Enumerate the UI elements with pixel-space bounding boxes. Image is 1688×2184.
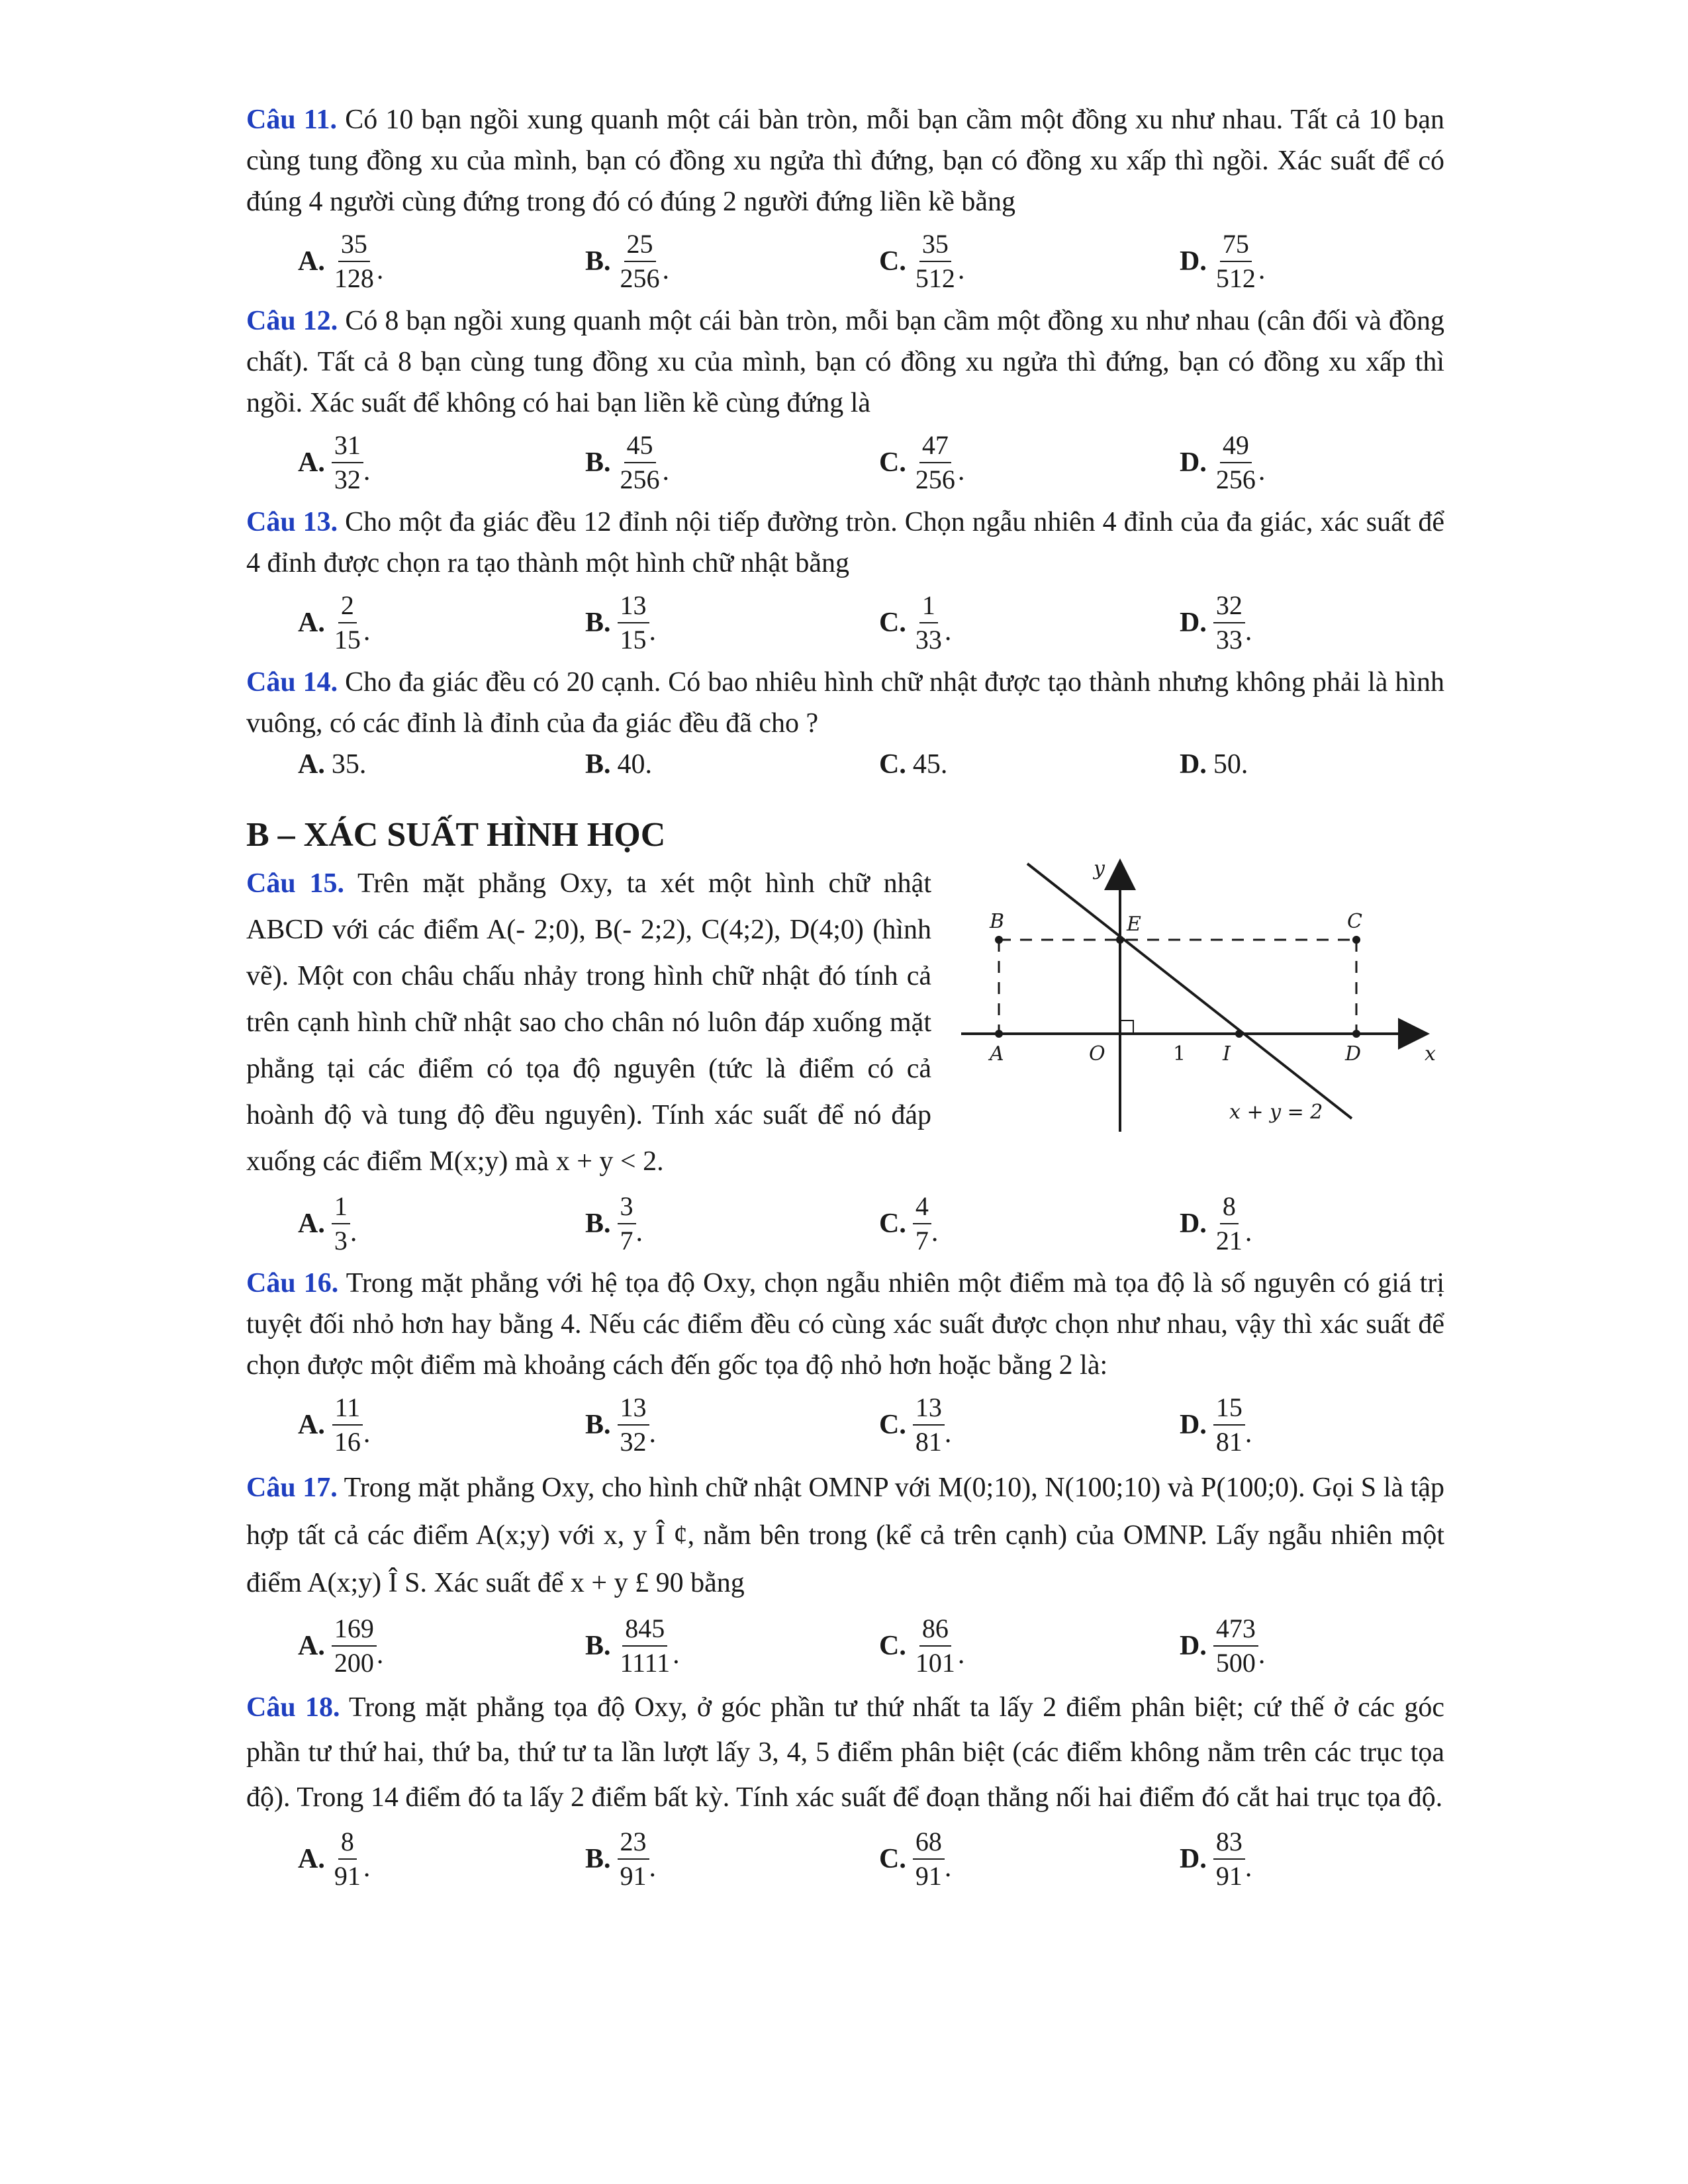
numerator: 32: [1213, 589, 1245, 623]
fraction: [618, 1190, 636, 1257]
denominator: 512: [1215, 263, 1256, 293]
denominator: 33: [915, 625, 942, 655]
origin-label: O: [1089, 1042, 1105, 1066]
option-key: D.: [1180, 447, 1207, 478]
option-c[interactable]: C. $\frac{47}{256}$ .: [879, 429, 1180, 496]
numerator: 83: [1213, 1825, 1245, 1860]
option-d[interactable]: D. $\frac{473}{500}$ .: [1180, 1612, 1444, 1680]
option-key: B.: [585, 1410, 611, 1440]
denominator: 91: [620, 1861, 647, 1891]
label-c: C: [1347, 910, 1362, 933]
fraction: [332, 1391, 363, 1459]
option-key: B.: [585, 246, 611, 277]
denominator: 512: [915, 263, 955, 293]
option-a[interactable]: A. $\frac{11}{16}$ .: [246, 1391, 585, 1459]
numerator: 23: [618, 1825, 649, 1860]
option-value: 40.: [617, 749, 653, 780]
option-key: D.: [1180, 749, 1207, 780]
fraction: [913, 1190, 931, 1257]
label-e: E: [1127, 913, 1141, 936]
option-key: C.: [879, 1844, 906, 1874]
option-a[interactable]: A. $\frac{35}{128}$ .: [246, 228, 585, 295]
option-b[interactable]: B. $\frac{25}{256}$ .: [585, 228, 879, 295]
option-c[interactable]: C. $\frac{35}{512}$ .: [879, 228, 1180, 295]
denominator: 101: [915, 1648, 955, 1678]
denominator: 15: [334, 625, 361, 655]
question-label: Câu 13.: [246, 507, 338, 537]
numerator: 68: [913, 1825, 945, 1860]
option-c[interactable]: C. $\frac{86}{101}$ .: [879, 1612, 1180, 1680]
answers-17: [246, 1607, 1444, 1685]
option-value: 50.: [1213, 749, 1248, 780]
option-b[interactable]: B. $\frac{13}{32}$ .: [585, 1391, 879, 1459]
question-text: Có 10 bạn ngồi xung quanh một cái bàn tròn, mỗi bạn cầm một đồng xu như nhau. Tất cả 10 bạn cùng tung đồng xu của mình, bạn có đồng xu ngửa thì đứng, bạn có đồng xu xấp thì ngồi. Xác suất để có đúng 4 người cùng đứng trong đó có đúng 2 người đứng liền kề bằng: [246, 105, 1445, 217]
denominator: 200: [334, 1648, 374, 1678]
answers-11: [246, 222, 1444, 300]
question-label: Câu 14.: [246, 667, 338, 698]
option-key: C.: [879, 1631, 906, 1661]
fraction: [913, 1825, 945, 1893]
numerator: 8: [338, 1825, 357, 1860]
question-label: Câu 16.: [246, 1268, 339, 1298]
option-key: A.: [298, 1631, 325, 1661]
option-a[interactable]: A. $\frac{169}{200}$ .: [246, 1612, 585, 1680]
denominator: 21: [1215, 1226, 1243, 1255]
fraction: [1213, 1391, 1245, 1459]
fraction: [913, 589, 945, 657]
option-a[interactable]: A. $\frac{2}{15}$ .: [246, 589, 585, 657]
question-18: [246, 1685, 1444, 1820]
question-label: Câu 17.: [246, 1473, 338, 1503]
numerator: 47: [919, 429, 951, 463]
fraction: [1213, 1612, 1258, 1680]
numerator: 75: [1220, 228, 1252, 262]
numerator: 49: [1220, 429, 1252, 463]
option-key: A.: [298, 1844, 325, 1874]
fraction: [332, 1825, 363, 1893]
denominator: 33: [1215, 625, 1243, 655]
option-b[interactable]: B. $\frac{45}{256}$ .: [585, 429, 879, 496]
line-equation-label: x + y = 2: [1229, 1101, 1323, 1124]
answers-12: [246, 424, 1444, 502]
option-key: B.: [585, 1208, 611, 1239]
answers-15: [246, 1185, 1444, 1263]
option-a[interactable]: A. $\frac{1}{3}$ .: [246, 1190, 585, 1257]
fraction: [332, 1190, 350, 1257]
numerator: 1: [919, 589, 938, 623]
fraction: [618, 429, 663, 496]
question-text: Có 8 bạn ngồi xung quanh một cái bàn tròn, mỗi bạn cầm một đồng xu như nhau (cân đối và đồng chất). Tất cả 8 bạn cùng tung đồng xu của mình, bạn có đồng xu ngửa thì đứng, bạn có đồng xu xấp thì ngồi. Xác suất để không có hai bạn liền kề cùng đứng là: [246, 306, 1445, 418]
question-label: Câu 12.: [246, 306, 338, 336]
label-i: I: [1223, 1042, 1231, 1066]
point-i: [1235, 1030, 1243, 1038]
numerator: 1: [332, 1190, 350, 1224]
option-key: A.: [298, 1208, 325, 1239]
numerator: 35: [338, 228, 370, 262]
numerator: 8: [1220, 1190, 1239, 1224]
point-b: [995, 936, 1003, 944]
fraction: [1213, 589, 1245, 657]
fraction: [913, 1391, 945, 1459]
denominator: 91: [334, 1861, 361, 1891]
numerator: 4: [913, 1190, 931, 1224]
fraction: [332, 1612, 377, 1680]
fraction: [618, 228, 663, 295]
question-17: [246, 1464, 1444, 1607]
option-key: D.: [1180, 1410, 1207, 1440]
option-key: A.: [298, 749, 325, 780]
label-b: B: [990, 910, 1005, 933]
tick-label: 1: [1173, 1042, 1186, 1066]
option-value: 35.: [331, 749, 367, 780]
option-key: C.: [879, 447, 906, 478]
option-key: D.: [1180, 608, 1207, 638]
denominator: 32: [620, 1427, 647, 1457]
option-key: D.: [1180, 1844, 1207, 1874]
fraction: [913, 1612, 958, 1680]
option-d[interactable]: D. $\frac{15}{81}$ .: [1180, 1391, 1444, 1459]
numerator: 31: [332, 429, 363, 463]
option-key: B.: [585, 1844, 611, 1874]
option-key: A.: [298, 608, 325, 638]
question-text: Trong mặt phẳng Oxy, cho hình chữ nhật OMNP với M(0;10), N(100;10) và P(100;0). Gọi S là tập hợp tất cả các điểm A(x;y) với x, y Î ¢, nằm bên trong (kể cả trên cạnh) của OMNP. Lấy ngẫu nhiên một điểm A(x;y) Î S. Xác suất để x + y £ 90 bằng: [246, 1473, 1444, 1598]
fraction: [618, 1391, 649, 1459]
y-axis-label: y: [1094, 857, 1105, 880]
question-label: Câu 11.: [246, 105, 338, 135]
denominator: 256: [620, 263, 660, 293]
question-16: [246, 1263, 1444, 1386]
question-13: [246, 502, 1444, 584]
option-d[interactable]: [1180, 749, 1444, 780]
question-11: [246, 99, 1444, 222]
denominator: 256: [1215, 465, 1256, 494]
option-d[interactable]: D. $\frac{83}{91}$ .: [1180, 1825, 1444, 1893]
option-key: A.: [298, 1410, 325, 1440]
question-text: Cho một đa giác đều 12 đỉnh nội tiếp đường tròn. Chọn ngẫu nhiên 4 đỉnh của đa giác, xác suất để 4 đỉnh được chọn ra tạo thành một hình chữ nhật bằng: [246, 507, 1444, 578]
numerator: 45: [624, 429, 656, 463]
option-b[interactable]: B. $\frac{23}{91}$ .: [585, 1825, 879, 1893]
fraction: [332, 429, 363, 496]
option-key: C.: [879, 1208, 906, 1239]
fraction: [332, 228, 377, 295]
question-15-row: [246, 857, 1444, 1185]
question-text: Trên mặt phẳng Oxy, ta xét một hình chữ nhật ABCD với các điểm A(- 2;0), B(- 2;2), C(4;2), D(4;0) (hình vẽ). Một con châu chấu nhảy trong hình chữ nhật đó tính cả trên cạnh hình chữ nhật sao cho chân nó luôn đáp xuống mặt phẳng tại các điểm có tọa độ nguyên (tức là điểm có cả hoành độ và tung độ đều nguyên). Tính xác suất để nó đáp xuống các điểm M(x;y) mà x + y < 2.: [246, 868, 931, 1177]
x-axis-label: x: [1425, 1042, 1436, 1066]
option-b[interactable]: B. $\frac{13}{15}$ .: [585, 589, 879, 657]
denominator: 16: [334, 1427, 361, 1457]
label-a: A: [990, 1042, 1004, 1066]
numerator: 13: [618, 1391, 649, 1426]
denominator: 1111: [620, 1648, 671, 1678]
numerator: 13: [913, 1391, 945, 1426]
option-b[interactable]: B. $\frac{845}{1111}$ .: [585, 1612, 879, 1680]
option-d[interactable]: D. $\frac{49}{256}$ .: [1180, 429, 1444, 496]
option-key: A.: [298, 447, 325, 478]
option-key: B.: [585, 749, 611, 780]
numerator: 473: [1213, 1612, 1258, 1647]
question-15: [246, 860, 931, 1185]
document-page: [246, 99, 1444, 1898]
numerator: 11: [332, 1391, 363, 1426]
fraction: [1213, 228, 1258, 295]
option-a[interactable]: A. $\frac{31}{32}$ .: [246, 429, 585, 496]
option-d[interactable]: D. $\frac{75}{512}$ .: [1180, 228, 1444, 295]
option-d[interactable]: D. $\frac{8}{21}$ .: [1180, 1190, 1444, 1257]
question-14: [246, 662, 1444, 744]
fraction: [618, 589, 649, 657]
option-key: B.: [585, 1631, 611, 1661]
denominator: 3: [334, 1226, 348, 1255]
denominator: 7: [620, 1226, 633, 1255]
denominator: 91: [1215, 1861, 1243, 1891]
option-key: D.: [1180, 1631, 1207, 1661]
numerator: 3: [618, 1190, 636, 1224]
denominator: 15: [620, 625, 647, 655]
option-value: 45.: [912, 749, 948, 780]
numerator: 169: [332, 1612, 377, 1647]
denominator: 81: [915, 1427, 942, 1457]
denominator: 256: [915, 465, 955, 494]
option-key: A.: [298, 246, 325, 277]
option-key: D.: [1180, 1208, 1207, 1239]
question-text: Cho đa giác đều có 20 cạnh. Có bao nhiêu hình chữ nhật được tạo thành nhưng không phải là hình vuông, có các đỉnh là đỉnh của đa giác đều đã cho ?: [246, 667, 1444, 739]
answers-13: [246, 584, 1444, 662]
denominator: 500: [1215, 1648, 1256, 1678]
question-label: Câu 18.: [246, 1692, 340, 1723]
denominator: 256: [620, 465, 660, 494]
option-d[interactable]: D. $\frac{32}{33}$ .: [1180, 589, 1444, 657]
option-c[interactable]: [879, 749, 1180, 780]
option-c[interactable]: C. $\frac{68}{91}$ .: [879, 1825, 1180, 1893]
section-heading: B – XÁC SUẤT HÌNH HỌC: [246, 816, 666, 854]
point-c: [1352, 936, 1360, 944]
fraction: [913, 228, 958, 295]
numerator: 15: [1213, 1391, 1245, 1426]
right-angle-mark: [1120, 1021, 1133, 1034]
question-12: [246, 300, 1444, 424]
numerator: 2: [338, 589, 357, 623]
numerator: 845: [622, 1612, 667, 1647]
label-d: D: [1345, 1042, 1362, 1066]
fraction: [618, 1612, 673, 1680]
numerator: 13: [618, 589, 649, 623]
denominator: 7: [915, 1226, 929, 1255]
option-a[interactable]: [246, 749, 585, 780]
option-key: C.: [879, 246, 906, 277]
fraction: [1213, 1190, 1245, 1257]
option-key: C.: [879, 1410, 906, 1440]
denominator: 32: [334, 465, 361, 494]
question-text: Trong mặt phẳng với hệ tọa độ Oxy, chọn ngẫu nhiên một điểm mà tọa độ là số nguyên có giá trị tuyệt đối nhỏ hơn hay bằng 4. Nếu các điểm đều có cùng xác suất được chọn như nhau, vậy thì xác suất để chọn được một điểm mà khoảng cách đến gốc tọa độ nhỏ hơn hoặc bằng 2 là:: [246, 1268, 1444, 1381]
option-c[interactable]: C. $\frac{13}{81}$ .: [879, 1391, 1180, 1459]
denominator: 128: [334, 263, 374, 293]
fraction: [1213, 429, 1258, 496]
option-a[interactable]: A. $\frac{8}{91}$ .: [246, 1825, 585, 1893]
point-e: [1116, 936, 1124, 944]
option-b[interactable]: B. $\frac{3}{7}$ .: [585, 1190, 879, 1257]
option-key: C.: [879, 749, 906, 780]
option-c[interactable]: C. $\frac{4}{7}$ .: [879, 1190, 1180, 1257]
fraction: [618, 1825, 649, 1893]
option-key: B.: [585, 447, 611, 478]
option-key: C.: [879, 608, 906, 638]
option-key: D.: [1180, 246, 1207, 277]
fraction: [913, 429, 958, 496]
line-x-plus-y-equals-2: [1027, 864, 1352, 1118]
numerator: 86: [919, 1612, 951, 1647]
point-a: [995, 1030, 1003, 1038]
point-d: [1352, 1030, 1360, 1038]
fraction: [332, 589, 363, 657]
fraction: [1213, 1825, 1245, 1893]
denominator: 81: [1215, 1427, 1243, 1457]
question-label: Câu 15.: [246, 868, 344, 899]
option-b[interactable]: [585, 749, 879, 780]
coordinate-figure: [961, 847, 1444, 1158]
numerator: 35: [919, 228, 951, 262]
answers-14: [246, 744, 1444, 785]
option-key: B.: [585, 608, 611, 638]
question-text: Trong mặt phẳng tọa độ Oxy, ở góc phần tư thứ nhất ta lấy 2 điểm phân biệt; cứ thế ở các góc phần tư thứ hai, thứ ba, thứ tư ta lần lượt lấy 3, 4, 5 điểm phân biệt (các điểm không nằm trên các trục tọa độ). Trong 14 điểm đó ta lấy 2 điểm bất kỳ. Tính xác suất để đoạn thẳng nối hai điểm đó cắt hai trục tọa độ.: [246, 1692, 1444, 1813]
answers-16: [246, 1386, 1444, 1464]
denominator: 91: [915, 1861, 942, 1891]
answers-18: [246, 1820, 1444, 1898]
numerator: 25: [624, 228, 656, 262]
option-c[interactable]: C. $\frac{1}{33}$ .: [879, 589, 1180, 657]
